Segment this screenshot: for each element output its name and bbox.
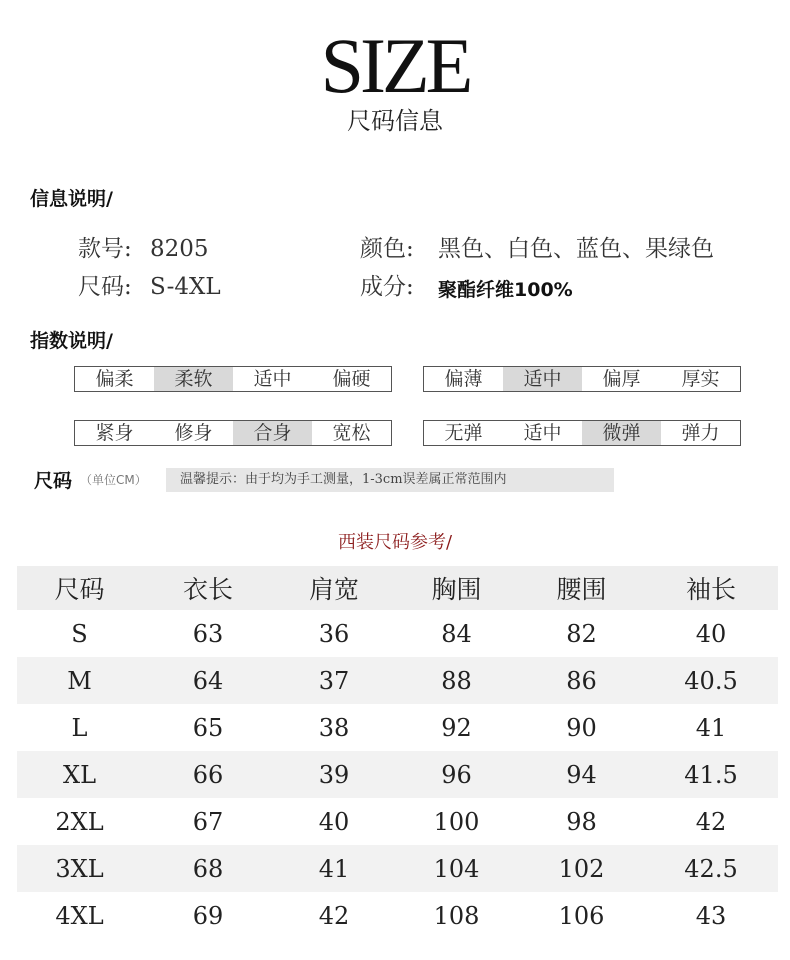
thickness-scale — [423, 366, 741, 392]
style-label: 款号: — [78, 236, 132, 262]
table-cell: M — [17, 657, 142, 704]
table-cell: 68 — [142, 845, 274, 892]
softness-scale — [74, 366, 392, 392]
table-cell: 98 — [566, 807, 597, 836]
fit-option: 紧身 — [95, 422, 134, 444]
table-cell: 40 — [318, 807, 350, 836]
table-row — [17, 610, 778, 657]
table-cell: 88 — [394, 657, 519, 704]
unit-label: （单位CM） — [80, 473, 147, 487]
table-cell: 42 — [318, 901, 350, 930]
table-cell: 94 — [519, 751, 644, 798]
table-row — [17, 892, 778, 939]
table-cell: 42 — [695, 807, 727, 836]
table-cell: XL — [17, 751, 142, 798]
table-cell: S — [71, 619, 88, 648]
thickness-option: 适中 — [503, 367, 582, 391]
table-row — [17, 798, 778, 845]
style-value: 8205 — [150, 236, 209, 262]
elasticity-scale — [423, 420, 741, 446]
softness-option: 柔软 — [154, 367, 233, 391]
table-row — [17, 704, 778, 751]
size-range-value: S-4XL — [150, 274, 221, 300]
fit-option: 合身 — [233, 421, 312, 445]
table-cell: 108 — [433, 901, 480, 930]
table-cell: 38 — [318, 713, 350, 742]
table-cell: 65 — [192, 713, 224, 742]
table-cell: 41 — [274, 845, 394, 892]
table-cell: 104 — [394, 845, 519, 892]
color-value: 黑色、白色、蓝色、果绿色 — [438, 236, 714, 262]
size-section-label: 尺码 — [34, 470, 73, 492]
table-cell: 100 — [433, 807, 480, 836]
elasticity-option: 适中 — [523, 422, 562, 444]
elasticity-option: 无弹 — [444, 422, 483, 444]
table-cell: 39 — [274, 751, 394, 798]
header-shoulder: 肩宽 — [274, 566, 394, 610]
elasticity-option: 弹力 — [681, 422, 720, 444]
table-cell: 40 — [695, 619, 727, 648]
table-cell: 42.5 — [644, 845, 778, 892]
header-size: 尺码 — [17, 566, 142, 610]
table-cell: 41.5 — [644, 751, 778, 798]
page-title: SIZE — [320, 22, 470, 109]
header-length: 衣长 — [142, 566, 274, 610]
table-cell: 4XL — [55, 901, 104, 930]
table-cell: 69 — [192, 901, 224, 930]
thickness-option: 厚实 — [681, 368, 720, 390]
table-row — [17, 657, 778, 704]
table-cell: 96 — [394, 751, 519, 798]
material-label: 成分: — [360, 274, 414, 300]
table-header-row — [17, 566, 778, 610]
table-cell: 102 — [519, 845, 644, 892]
indices-heading: 指数说明/ — [30, 330, 113, 352]
thickness-option: 偏厚 — [602, 368, 641, 390]
table-cell: 67 — [192, 807, 224, 836]
table-cell: 92 — [441, 713, 472, 742]
table-cell: 64 — [142, 657, 274, 704]
table-cell: 63 — [192, 619, 224, 648]
table-cell: 84 — [441, 619, 472, 648]
table-cell: 40.5 — [644, 657, 778, 704]
size-table — [17, 566, 778, 939]
table-cell: 90 — [566, 713, 597, 742]
table-cell: 41 — [695, 713, 727, 742]
table-cell: 37 — [274, 657, 394, 704]
table-cell: 66 — [142, 751, 274, 798]
table-row — [17, 751, 778, 798]
header-sleeve: 袖长 — [644, 566, 778, 610]
thickness-option: 偏薄 — [444, 368, 483, 390]
info-heading: 信息说明/ — [30, 188, 113, 210]
table-cell: 36 — [318, 619, 350, 648]
fit-option: 修身 — [174, 422, 213, 444]
softness-option: 偏硬 — [332, 368, 371, 390]
page-subtitle: 尺码信息 — [347, 107, 443, 135]
fit-scale — [74, 420, 392, 446]
softness-option: 偏柔 — [95, 368, 134, 390]
table-cell: L — [71, 713, 88, 742]
table-cell: 82 — [566, 619, 597, 648]
fit-option: 宽松 — [332, 422, 371, 444]
table-cell: 106 — [558, 901, 605, 930]
softness-option: 适中 — [253, 368, 292, 390]
table-cell: 86 — [519, 657, 644, 704]
color-label: 颜色: — [360, 236, 414, 262]
table-row — [17, 845, 778, 892]
table-cell: 43 — [695, 901, 727, 930]
elasticity-option: 微弹 — [582, 421, 661, 445]
table-caption: 西装尺码参考/ — [337, 532, 453, 553]
table-cell: 3XL — [17, 845, 142, 892]
header-chest: 胸围 — [394, 566, 519, 610]
measurement-tip: 温馨提示：由于均为手工测量，1-3cm误差属正常范围内 — [166, 468, 614, 492]
material-value: 聚酯纤维100% — [438, 279, 573, 301]
header-waist: 腰围 — [519, 566, 644, 610]
size-range-label: 尺码: — [78, 274, 132, 300]
table-cell: 2XL — [55, 807, 104, 836]
